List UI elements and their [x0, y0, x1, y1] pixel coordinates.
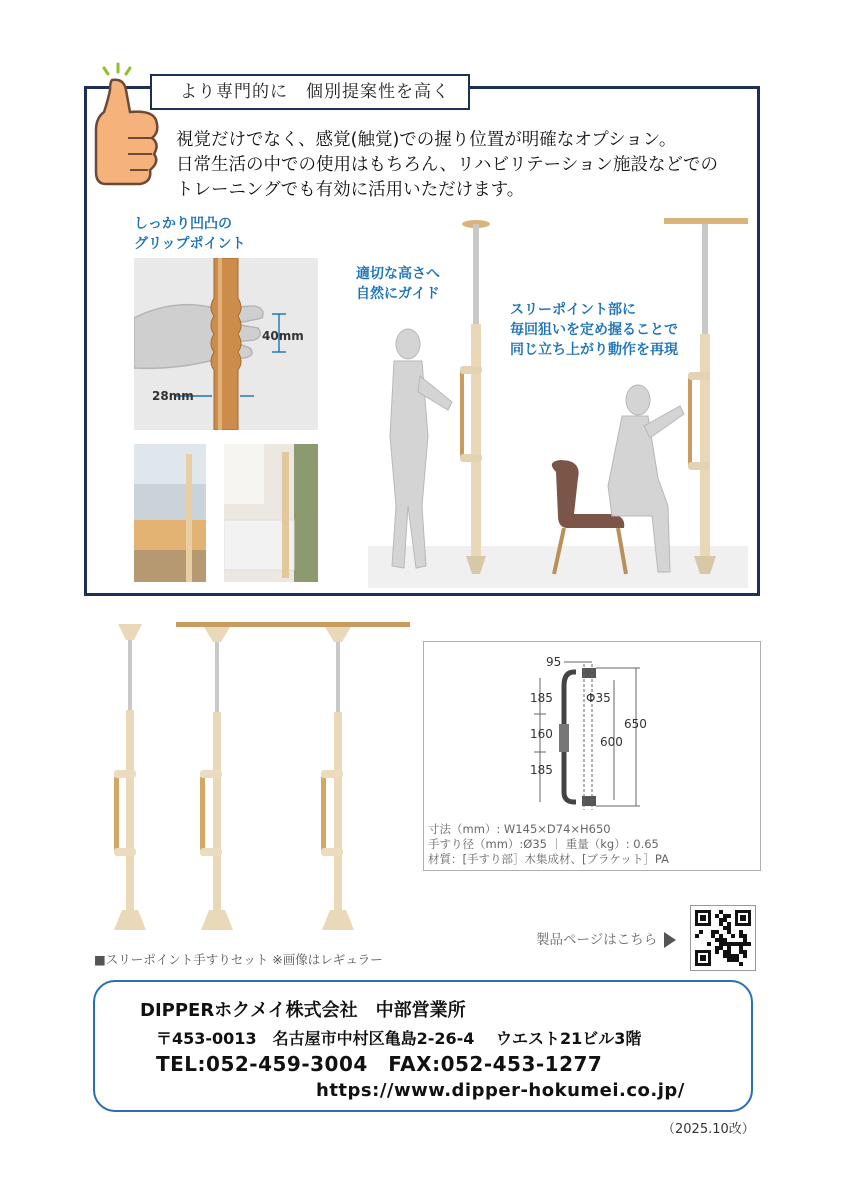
qr-module [731, 942, 735, 946]
dim-phi35: Φ35 [586, 691, 611, 705]
qr-module [743, 950, 747, 954]
company-url-link[interactable]: https://www.dipper-hokumei.co.jp/ [316, 1080, 685, 1101]
qr-module [711, 934, 715, 938]
usage-illustration [368, 216, 748, 588]
qr-module [743, 934, 747, 938]
qr-module [739, 930, 743, 934]
company-phone-fax: TEL:052-459-3004 FAX:052-453-1277 [156, 1052, 603, 1076]
product-pole-wide [266, 622, 410, 930]
qr-module [723, 914, 727, 918]
company-address: 〒453-0013 名古屋市中村区亀島2-26-4 ウエスト21ビル3階 [156, 1029, 642, 1048]
qr-module [719, 942, 723, 946]
rehab-room-photo [134, 444, 206, 582]
qr-module [715, 930, 719, 934]
feature-title: より専門的に 個別提案性を高く [150, 74, 470, 110]
product-caption: ■スリーポイント手すりセット ※画像はレギュラー [94, 952, 383, 967]
product-page-link-label: 製品ページはこちら [536, 932, 658, 948]
grip-caption: しっかり凹凸の グリップポイント [134, 216, 246, 252]
qr-module [719, 918, 723, 922]
qr-module [715, 938, 719, 942]
qr-module [727, 926, 731, 930]
qr-module [695, 934, 699, 938]
qr-module [739, 942, 743, 946]
grip-width-dim: 28mm [152, 389, 194, 403]
product-page-link[interactable] [536, 928, 676, 948]
company-name: DIPPERホクメイ株式会社 中部営業所 [140, 1000, 466, 1021]
qr-module [723, 942, 727, 946]
qr-module [715, 946, 719, 950]
dim-600: 600 [600, 735, 623, 749]
spec-dimensions: 寸法（mm）: W145×D74×H650 [428, 822, 611, 836]
qr-module [719, 934, 723, 938]
product-pole-regular [114, 624, 146, 930]
qr-module [727, 942, 731, 946]
qr-module [719, 938, 723, 942]
dim-185-bottom: 185 [530, 763, 553, 777]
product-lineup-image [100, 616, 420, 940]
qr-module [735, 942, 739, 946]
qr-module [743, 938, 747, 942]
intro-text [176, 128, 746, 203]
dimension-drawing [424, 642, 760, 822]
spec-diameter-weight: 手すり径（mm）:Ø35 ｜ 重量（kg）: 0.65 [428, 837, 659, 851]
qr-module [699, 930, 703, 934]
dim-95: 95 [546, 655, 562, 669]
qr-module [727, 946, 731, 950]
grip-illustration [134, 258, 318, 430]
qr-module [739, 934, 743, 938]
qr-module [727, 914, 731, 918]
qr-module [727, 922, 731, 926]
qr-module [727, 930, 731, 934]
qr-module [743, 954, 747, 958]
product-pole-medium [176, 622, 270, 930]
qr-module [707, 942, 711, 946]
qr-module [735, 958, 739, 962]
qr-module [735, 954, 739, 958]
play-arrow-icon [664, 932, 676, 948]
thumbs-up-icon [90, 60, 166, 200]
qr-module [723, 938, 727, 942]
spec-box [423, 641, 761, 871]
grip-height-dim: 40mm [262, 329, 304, 343]
qr-module [723, 950, 727, 954]
qr-module [731, 954, 735, 958]
qr-module [719, 946, 723, 950]
qr-module [723, 954, 727, 958]
intro-line: トレーニングでも有効に活用いただけます。 [176, 180, 525, 200]
spec-lines [428, 822, 669, 867]
qr-module [727, 958, 731, 962]
qr-module [731, 934, 735, 938]
intro-line: 視覚だけでなく、感覚(触覚)での握り位置が明確なオプション。 [176, 130, 677, 150]
dim-650: 650 [624, 717, 647, 731]
intro-line: 日常生活の中での使用はもちろん、リハビリテーション施設などでの [176, 155, 718, 175]
qr-module [715, 950, 719, 954]
qr-module [731, 958, 735, 962]
qr-module [715, 914, 719, 918]
spec-material: 材質：[手すり部］木集成材、[ブラケット］PA [428, 852, 669, 866]
qr-module [727, 954, 731, 958]
qr-module [711, 930, 715, 934]
qr-module [723, 918, 727, 922]
dim-160: 160 [530, 727, 553, 741]
qr-module [739, 962, 743, 966]
qr-code-pattern [691, 906, 755, 970]
grip-closeup-image [134, 258, 318, 430]
qr-module [727, 950, 731, 954]
qr-code[interactable] [690, 905, 756, 971]
bedroom-photo [224, 444, 318, 582]
three-point-caption: スリーポイント部に 毎回狙いを定め握ることで 同じ立ち上がり動作を再現 [510, 302, 678, 358]
qr-module [739, 946, 743, 950]
qr-module [747, 942, 751, 946]
qr-module [739, 950, 743, 954]
qr-module [723, 926, 727, 930]
guide-caption: 適切な高さへ 自然にガイド [356, 266, 440, 302]
qr-module [719, 922, 723, 926]
qr-module [719, 910, 723, 914]
dim-185-top: 185 [530, 691, 553, 705]
qr-module [743, 942, 747, 946]
revision-note: （2025.10改） [662, 1122, 755, 1137]
